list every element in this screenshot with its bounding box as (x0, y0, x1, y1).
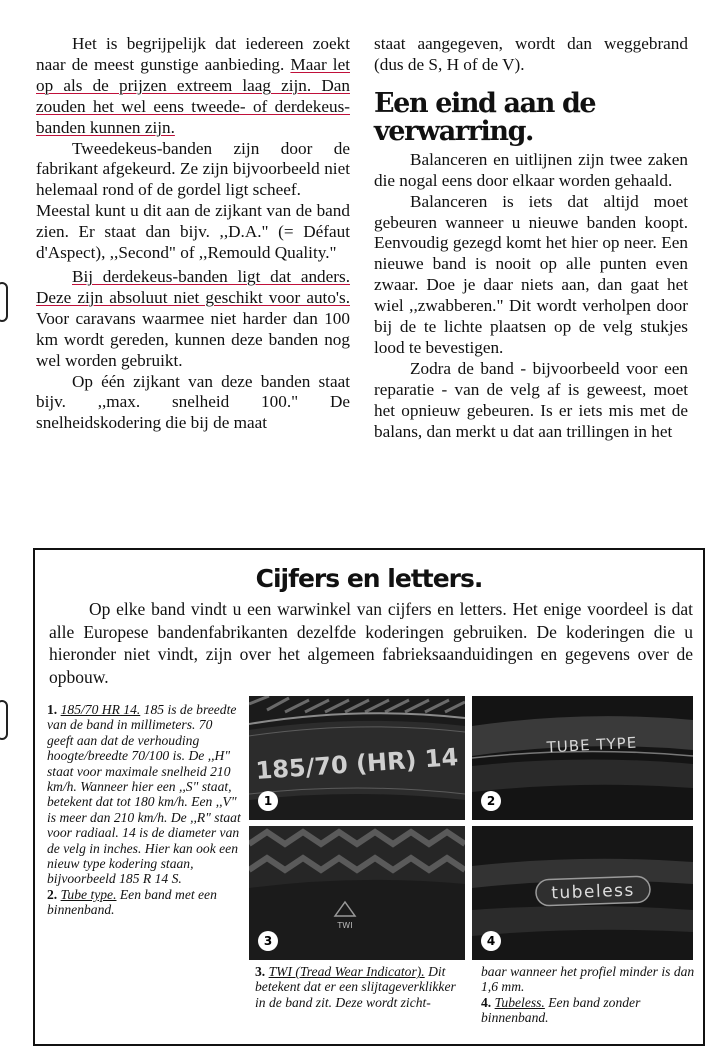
caption-1-code: 185/70 HR 14. (60, 702, 141, 717)
tire-photo-tubeless (472, 826, 693, 960)
photo-number-badge-4: 4 (481, 931, 501, 951)
tire-imprint-text: TWI (337, 921, 353, 930)
caption-1-number: 1. (47, 702, 58, 717)
caption-4 (481, 964, 695, 1026)
photo-number-badge-3: 3 (258, 931, 278, 951)
caption-3-text: Dit betekent dat er een slijtageverklikker in de band zit. Deze wordt zicht- (255, 964, 456, 1010)
intro-warning-underlined: Maar let op als de prijzen extreem laag zijn. Dan zouden het wel eens tweede- of derdekeus-banden kunnen zijn. (36, 54, 350, 137)
caption-2-code: Tube type. (60, 886, 117, 902)
tire-photo-tube-type (472, 696, 693, 820)
paragraph-speed-code: Op één zijkant van deze banden staat bijv. ,,max. snelheid 100." De snelheidskodering die bij de maat (36, 371, 350, 433)
caption-3 (255, 964, 461, 1010)
caption-4-code: Tubeless. (494, 994, 545, 1010)
tire-sidewall-graphic (249, 696, 465, 820)
paragraph-balancing-intro: Balanceren en uitlijnen zijn twee zaken die nogal eens door elkaar worden gehaald. (374, 149, 688, 190)
tire-tread-graphic (249, 826, 465, 960)
tire-imprint-text: 185/70 (HR) 14 (254, 742, 460, 786)
paragraph-third-choice (36, 267, 350, 372)
paragraph-markings: Meestal kunt u dit aan de zijkant van de band zien. Er staat dan bijv. ,,D.A." (= Défaut d'Aspect), ,,Second" of ,,Remould Quality." (36, 201, 350, 263)
paragraph-continuation: staat aangegeven, wordt dan weggebrand (dus de S, H of de V). (374, 34, 688, 74)
caption-1-2 (47, 702, 242, 918)
tire-photo-size-code (249, 696, 465, 820)
third-choice-text: Voor caravans waarmee niet harder dan 100 km wordt gereden, kunnen deze banden nog wel worden gebruikt. (36, 308, 350, 370)
photo-number-badge-2: 2 (481, 791, 501, 811)
tire-sidewall-graphic (472, 826, 693, 960)
tire-sidewall-graphic (472, 696, 693, 820)
caption-4-text: Een band zonder binnenband. (481, 994, 641, 1026)
caption-4-number: 4. (481, 994, 492, 1010)
photo-number-badge-1: 1 (258, 791, 278, 811)
paragraph-balancing: Balanceren is iets dat altijd moet gebeuren wanneer u nieuwe banden koopt. Eenvoudig gezegd komt het hier op neer. Een nieuwe band is nooit op alle punten even zwaar. Doe je daar niets aan, dan gaat het wiel ,,zwabberen." Dit wordt verholpen door bij de te lichte plaatsen op de velg stukjes lood te bevestigen. (374, 191, 688, 357)
paragraph-second-choice: Tweedekeus-banden zijn door de fabrikant afgekeurd. Ze zijn bijvoorbeeld niet helemaal rond of de gordel ligt scheef. (36, 138, 350, 200)
box-title: Cijfers en letters. (255, 564, 483, 593)
info-box (33, 548, 705, 1046)
caption-2-number: 2. (47, 886, 58, 902)
caption-2-text: Een band met een binnenband. (47, 886, 217, 918)
right-column (374, 34, 688, 443)
caption-3-code: TWI (Tread Wear Indicator). (268, 964, 425, 979)
caption-3-number: 3. (255, 964, 266, 979)
paragraph-repair: Zodra de band - bijvoorbeeld voor een reparatie - van de velg af is geweest, moet het opnieuw gebeuren. Is er iets mis met de balans, dan merkt u dat aan trillingen in het (374, 358, 688, 441)
tire-photo-tread-indicator (249, 826, 465, 960)
page-edge-mark-bottom (0, 700, 8, 740)
left-column (36, 34, 350, 434)
third-choice-warning-underlined: Bij derdekeus-banden ligt dat anders. Deze zijn absoluut niet geschikt voor auto's. (36, 266, 350, 307)
tire-imprint-text: tubeless (550, 880, 636, 904)
box-intro: Op elke band vindt u een warwinkel van cijfers en letters. Het enige voordeel is dat alle Europese bandenfabrikanten dezelfde koderingen gebruiken. De koderingen die u hieronder niet vindt, zijn over het algemeen fabrieksaanduidingen en gegevens over de opbouw. (49, 599, 693, 687)
intro-text: Het is begrijpelijk dat iedereen zoekt naar de meest gunstige aanbieding. (36, 34, 350, 74)
paragraph-intro (36, 34, 350, 139)
caption-1-text: 185 is de breedte van de band in millimeters. 70 geeft aan dat de verhouding hoogte/breedte 70/100 is. De ,,H" staat voor maximale snelheid 210 km/h. Wanneer hier een ,,S" staat, betekent dat tot 180 km/h. Een ,,V" is meer dan 210 km/h. De ,,R" staat voor radiaal. 14 is de diameter van de velg in inches. Hier kan ook een nieuw type kodering staan, bijvoorbeeld 185 R 14 S. (47, 702, 241, 887)
tire-imprint-text: TUBE TYPE (546, 733, 638, 757)
section-heading: Een eind aan de verwarring. (374, 87, 596, 147)
caption-3-continuation: baar wanneer het profiel minder is dan 1,6 mm. (481, 964, 695, 995)
page-edge-mark-top (0, 282, 8, 322)
